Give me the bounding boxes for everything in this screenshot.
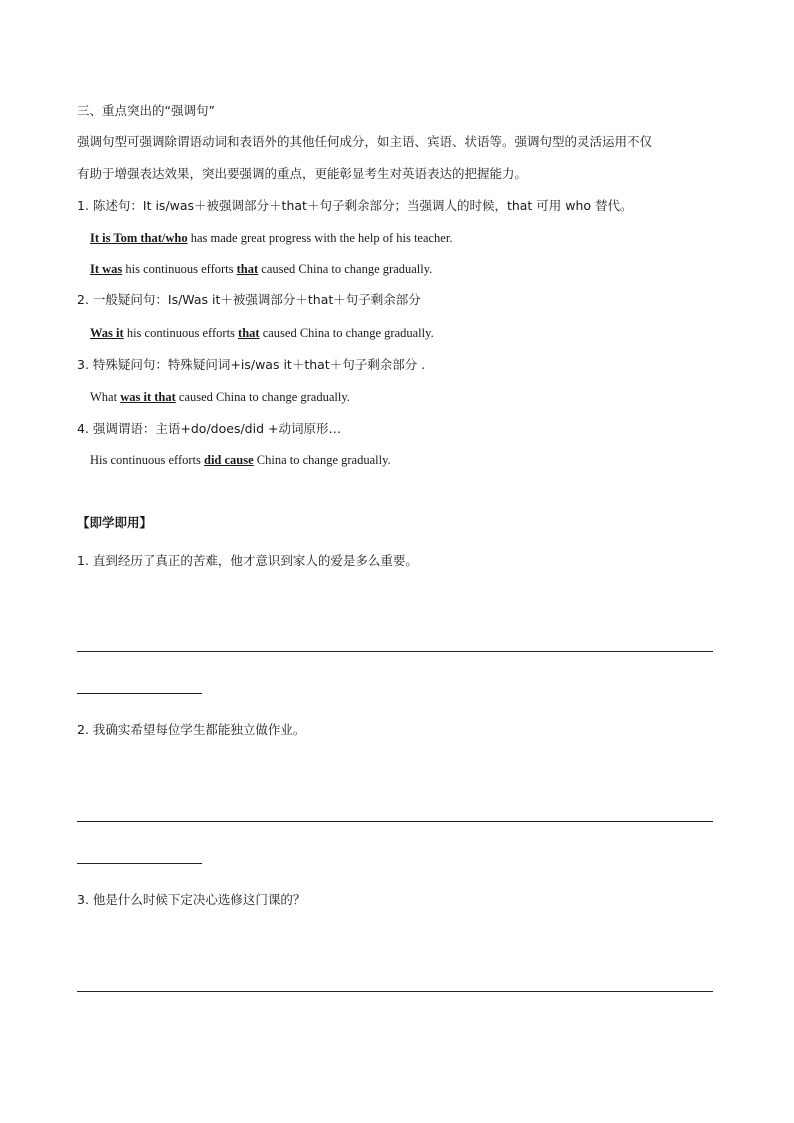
question-3: 3. 他是什么时候下定决心选修这门课的？: [77, 892, 306, 907]
rule-1-example-1: It is Tom that/who has made great progress with the help of his teacher.: [90, 231, 453, 245]
answer-line-1-continued[interactable]: [77, 693, 202, 694]
rule-4-example-1: His continuous efforts did cause China to change gradually.: [90, 453, 391, 467]
question-1: 1. 直到经历了真正的苦难，他才意识到家人的爱是多么重要。: [77, 553, 418, 568]
answer-line-2[interactable]: [77, 821, 713, 822]
emphasis-text: Was it: [90, 326, 124, 340]
emphasis-text: that: [236, 262, 259, 276]
section-title: 三、重点突出的“强调句”: [77, 103, 215, 118]
rule-2-heading: 2. 一般疑问句：Is/Was it＋被强调部分＋that＋句子剩余部分: [77, 292, 421, 307]
answer-line-3[interactable]: [77, 991, 713, 992]
emphasis-text: It is Tom that/who: [90, 231, 188, 245]
emphasis-text: did cause: [204, 453, 254, 467]
intro-line-2: 有助于增强表达效果，突出要强调的重点，更能彰显考生对英语表达的把握能力。: [77, 166, 528, 181]
rule-1-example-2: It was his continuous efforts that caused China to change gradually.: [90, 262, 433, 276]
rule-4-heading: 4. 强调谓语：主语+do/does/did +动词原形…: [77, 421, 341, 436]
emphasis-text: It was: [90, 262, 123, 276]
emphasis-text: that: [238, 326, 260, 340]
rule-3-heading: 3. 特殊疑问句：特殊疑问词+is/was it＋that＋句子剩余部分 .: [77, 357, 426, 372]
question-2: 2. 我确实希望每位学生都能独立做作业。: [77, 722, 306, 737]
rule-2-example-1: Was it his continuous efforts that caused China to change gradually.: [90, 326, 434, 340]
rule-3-example-1: What was it that caused China to change gradually.: [90, 390, 350, 404]
practice-title: 【即学即用】: [77, 515, 153, 530]
rule-1-heading: 1. 陈述句：It is/was＋被强调部分＋that＋句子剩余部分；当强调人的时候，that 可用 who 替代。: [77, 198, 633, 213]
answer-line-1[interactable]: [77, 651, 713, 652]
answer-line-2-continued[interactable]: [77, 863, 202, 864]
intro-line-1: 强调句型可强调除谓语动词和表语外的其他任何成分，如主语、宾语、状语等。强调句型的灵活运用不仅: [77, 134, 653, 149]
emphasis-text: was it that: [120, 390, 176, 404]
